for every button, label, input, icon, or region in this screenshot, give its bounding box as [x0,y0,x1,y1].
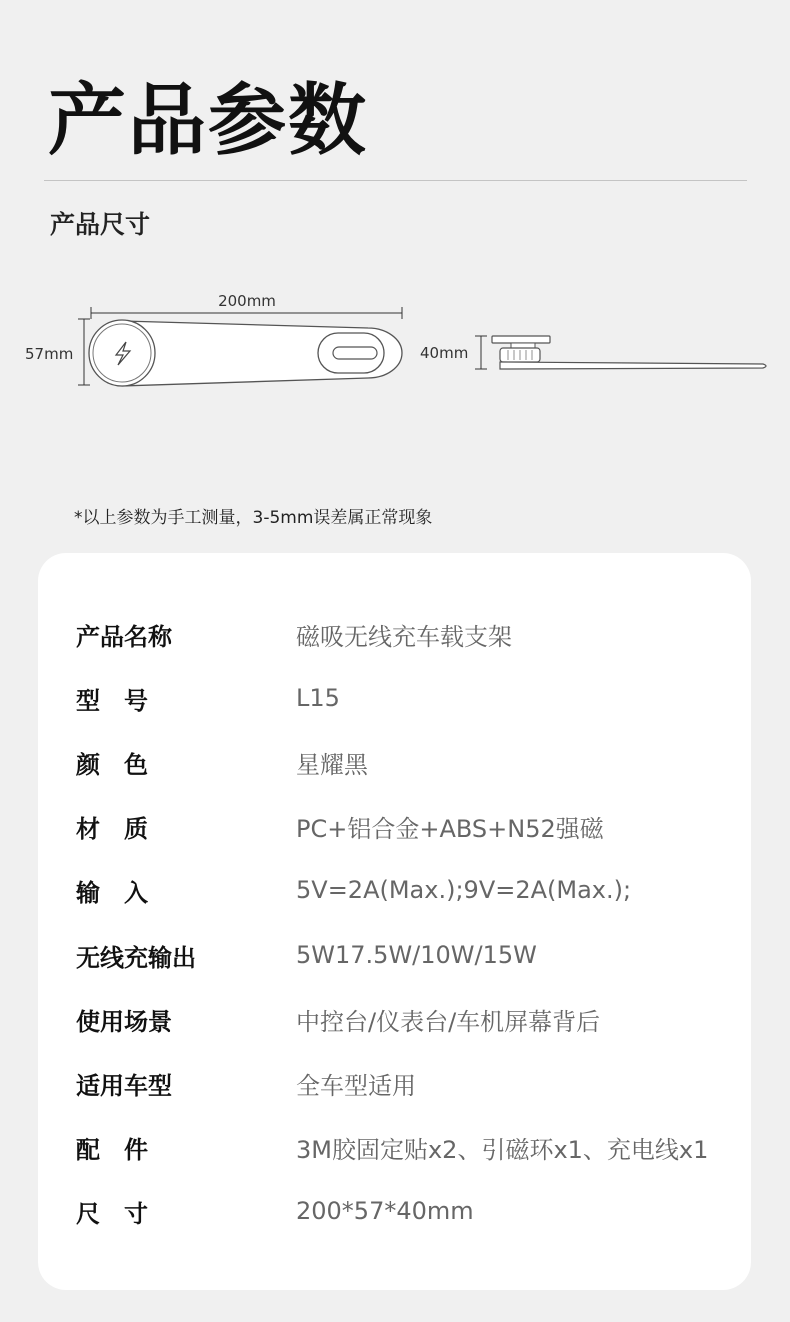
spec-value: PC+铝合金+ABS+N52强磁 [296,814,604,843]
spec-label: 无线充输出 [76,943,196,972]
spec-label: 产品名称 [76,622,172,651]
product-dimension-diagram [0,270,790,400]
spec-row-size [38,1191,751,1231]
height-label: 40mm [420,344,469,362]
section-subtitle: 产品尺寸 [50,210,151,239]
spec-label: 输 入 [76,878,148,907]
height-dimension-line [475,336,487,369]
spec-row-product-name [38,614,751,654]
spec-row-accessories [38,1127,751,1167]
spec-label: 材 质 [76,814,148,843]
spec-value: 200*57*40mm [296,1197,474,1225]
spec-value: 星耀黑 [296,750,368,779]
title-divider [44,180,747,181]
width-dimension-line [78,319,90,385]
spec-label: 适用车型 [76,1071,172,1100]
spec-row-vehicle-fit [38,1063,751,1103]
mount-side-view [492,336,766,369]
spec-value: 中控台/仪表台/车机屏幕背后 [296,1007,601,1036]
spec-row-wireless-output [38,935,751,975]
spec-row-color [38,742,751,782]
measurement-note: *以上参数为手工测量，3-5mm误差属正常现象 [74,508,433,528]
length-label: 200mm [218,292,276,310]
spec-value: 5V=2A(Max.);9V=2A(Max.); [296,876,632,904]
spec-label: 使用场景 [76,1007,172,1036]
width-label: 57mm [25,345,74,363]
spec-row-usage-scene [38,999,751,1039]
spec-row-model [38,678,751,718]
spec-card [38,553,751,1290]
spec-value: L15 [296,684,340,712]
page-title: 产品参数 [48,76,369,166]
mount-top-view [89,320,402,386]
spec-row-input [38,870,751,910]
spec-label: 尺 寸 [76,1199,148,1228]
spec-value: 5W17.5W/10W/15W [296,941,537,969]
spec-label: 配 件 [76,1135,148,1164]
spec-row-material [38,806,751,846]
spec-label: 型 号 [76,686,148,715]
spec-value: 3M胶固定贴x2、引磁环x1、充电线x1 [296,1135,709,1164]
spec-label: 颜 色 [76,750,148,779]
spec-value: 全车型适用 [296,1071,416,1100]
spec-value: 磁吸无线充车载支架 [296,622,512,651]
